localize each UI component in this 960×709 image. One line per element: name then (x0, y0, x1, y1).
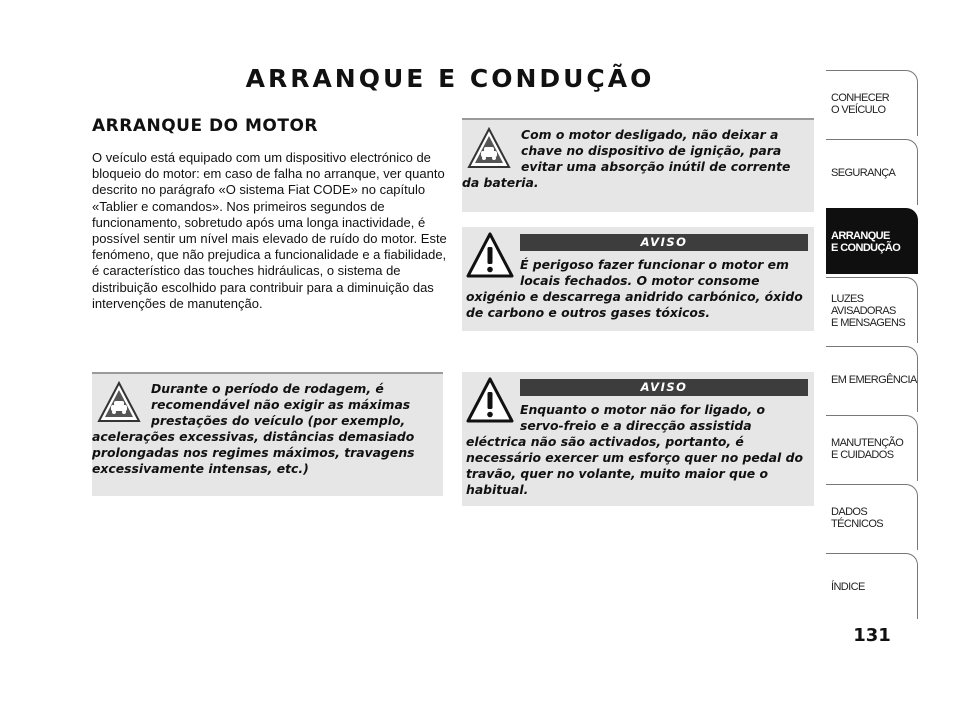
sidebar-tab-conhecer-o-veiculo[interactable] (826, 70, 918, 136)
sidebar-tab-label: ÍNDICE (831, 580, 865, 593)
section-title: ARRANQUE DO MOTOR (92, 116, 318, 136)
note-bateria-text: Com o motor desligado, não deixar a chave no dispositivo de ignição, para evitar uma absorção inútil de corrente da bateria. (462, 127, 791, 190)
note-rodagem (92, 372, 443, 496)
sidebar-tab-label: LUZES AVISADORAS E MENSAGENS (831, 292, 906, 329)
aviso-label: AVISO (520, 379, 808, 396)
sidebar-tab-em-emergencia[interactable] (826, 346, 918, 412)
page-title: ARRANQUE E CONDUÇÃO (245, 64, 655, 93)
sidebar-tab-label: DADOS TÉCNICOS (831, 505, 884, 530)
warning-box-gases (462, 227, 814, 331)
sidebar-tab-label: CONHECER O VEÍCULO (831, 91, 890, 116)
sidebar-tab-seguranca[interactable] (826, 139, 918, 205)
sidebar-tab-label: SEGURANÇA (831, 166, 896, 179)
sidebar-tab-label: ARRANQUE E CONDUÇÃO (831, 229, 901, 254)
car-road-icon (467, 127, 511, 169)
warning-text (466, 402, 808, 498)
warning-text-content: É perigoso fazer funcionar o motor em locais fechados. O motor consome oxigénio e descarrega anidrido carbónico, óxido de carbono e outros gases tóxicos. (466, 257, 803, 320)
car-road-icon (97, 381, 141, 423)
note-rodagem-text: Durante o período de rodagem, é recomendável não exigir as máximas prestações do veículo (por exemplo, acelerações excessivas, distâncias demasiado prolongadas nos regimes máximos, travagens excessivamente intensas, etc.) (92, 381, 415, 476)
note-bateria (462, 118, 814, 212)
sidebar-tab-manutencao[interactable] (826, 415, 918, 481)
sidebar-tab-indice[interactable] (826, 553, 918, 619)
body-paragraph: O veículo está equipado com um dispositivo electrónico de bloqueio do motor: em caso de falha no arranque, ver quanto descrito no parágrafo «O sistema Fiat CODE» no capítulo «Tablier e comandos». Nos primeiros segundos de funcionamento, sobretudo após uma longa inactividade, é possível sentir um nível mais elevado de ruído do motor. Este fenómeno, que não prejudica a funcionalidade e a fiabilidade, é característico das touches hidráulicas, o sistema de distribuição escolhido para contribuir para a diminuição das intervenções de manutenção. (92, 150, 447, 311)
sidebar-tab-luzes-avisadoras[interactable] (826, 277, 918, 343)
sidebar-tab-label: MANUTENÇÃO E CUIDADOS (831, 436, 904, 461)
warning-box-servo (462, 372, 814, 506)
sidebar-tab-label: EM EMERGÊNCIA (831, 373, 917, 386)
warning-text (466, 257, 808, 321)
aviso-label: AVISO (520, 234, 808, 251)
sidebar-tab-arranque-e-conducao[interactable] (826, 208, 918, 274)
page-number: 131 (853, 625, 891, 646)
sidebar-tab-dados-tecnicos[interactable] (826, 484, 918, 550)
warning-text-content: Enquanto o motor não for ligado, o servo-freio e a direcção assistida eléctrica não são activados, portanto, é necessário exercer um esforço quer no pedal do travão, quer no volante, muito maior que o habitual. (466, 402, 803, 497)
